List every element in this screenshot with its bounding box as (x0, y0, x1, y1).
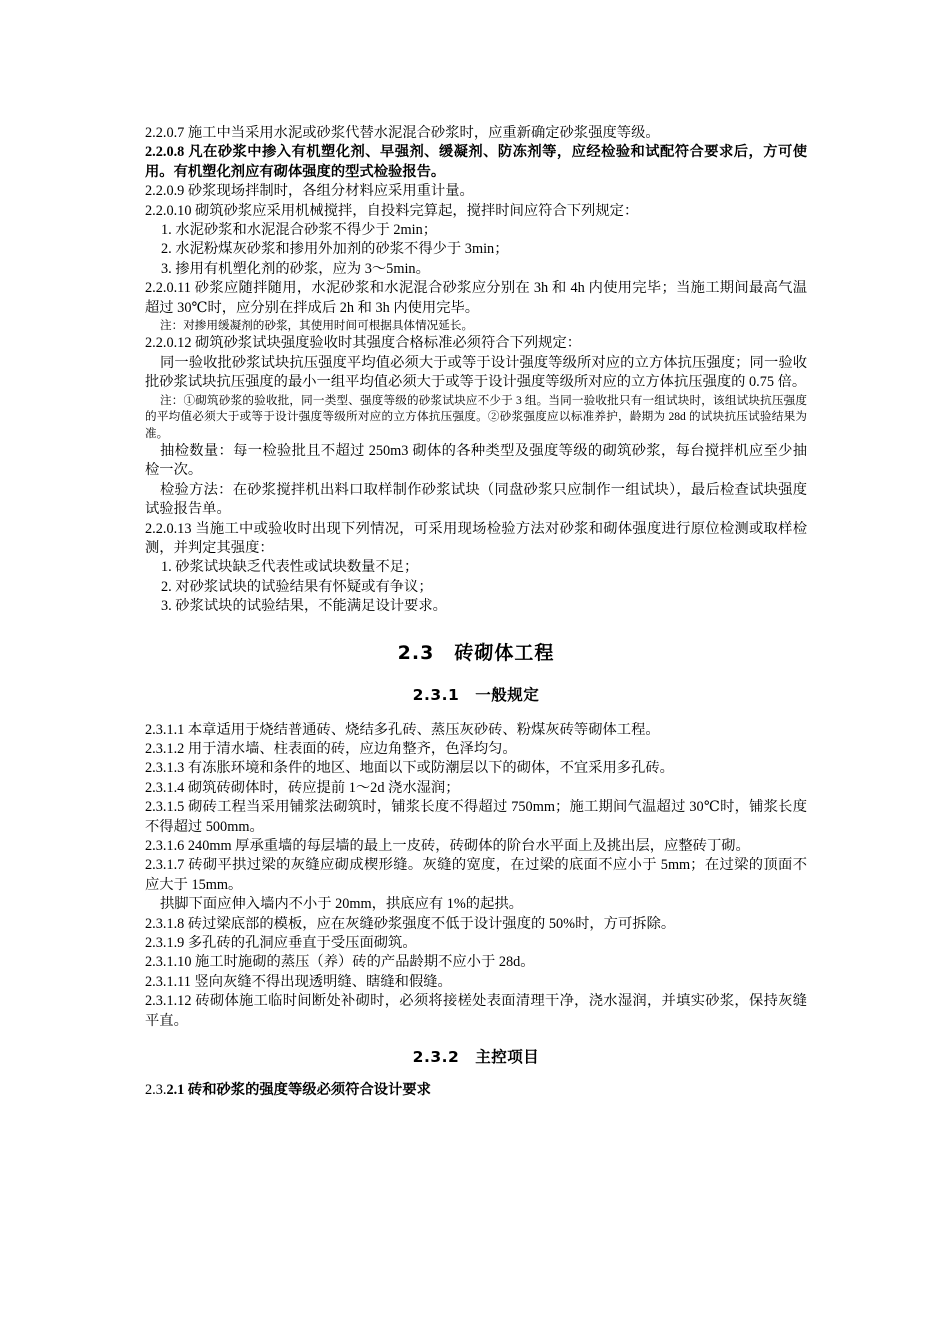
section-heading-2-3: 2.3 砖砌体工程 (397, 641, 555, 664)
document-page (145, 124, 807, 1100)
list-item: 2. 对砂浆试块的试验结果有怀疑或有争议； (161, 578, 433, 595)
clause-2316: 2.3.1.6 240mm 厚承重墙的每层墙的最上一皮砖，砖砌体的阶台水平面上及挑出层，应整砖丁砌。 (145, 838, 750, 854)
note-22012: 注：①砌筑砂浆的验收批，同一类型、强度等级的砂浆试块应不少于 3 组。当同一验收批只有一组试块时，该组试块抗压强度的平均值必须大于或等于设计强度等级所对应的立方体抗压强度。②砂浆强度应以标准养护，龄期为 28d 的试块抗压试验结果为准。 (145, 393, 807, 440)
clause-2311: 2.3.1.1 本章适用于烧结普通砖、烧结多孔砖、蒸压灰砂砖、粉煤灰砖等砌体工程。 (145, 721, 660, 738)
clause-22012: 2.2.0.12 砌筑砂浆试块强度验收时其强度合格标准必须符合下列规定： (145, 335, 582, 352)
section-heading-2-3-1: 2.3.1 一般规定 (412, 685, 540, 704)
clause-2321-prefix: 2.3. (145, 1082, 167, 1099)
clause-2317: 2.3.1.7 砖砌平拱过梁的灰缝应砌成楔形缝。灰缝的宽度，在过梁的底面不应小于 5mm；在过梁的顶面不应大于 15mm。 (145, 857, 807, 893)
list-item: 3. 掺用有机塑化剂的砂浆，应为 3～5min。 (161, 260, 430, 277)
clause-2321-text: 2.1 砖和砂浆的强度等级必须符合设计要求 (166, 1082, 431, 1099)
section-heading-2-3-2: 2.3.2 主控项目 (412, 1048, 540, 1067)
list-item: 1. 砂浆试块缺乏代表性或试块数量不足； (161, 559, 419, 576)
clause-23110: 2.3.1.10 施工时施砌的蒸压（养）砖的产品龄期不应小于 28d。 (145, 954, 535, 971)
list-item: 1. 水泥砂浆和水泥混合砂浆不得少于 2min； (161, 222, 438, 239)
clause-2313: 2.3.1.3 有冻胀环境和条件的地区、地面以下或防潮层以下的砌体，不宜采用多孔砖。 (145, 760, 674, 777)
clause-23112: 2.3.1.12 砖砌体施工临时间断处补砌时，必须将接槎处表面清理干净，浇水湿润，并填实砂浆，保持灰缝平直。 (145, 993, 807, 1029)
clause-2321 (145, 1081, 807, 1100)
clause-2315: 2.3.1.5 砌砖工程当采用铺浆法砌筑时，铺浆长度不得超过 750mm；施工期间气温超过 30℃时，铺浆长度不得超过 500mm。 (145, 799, 807, 835)
clause-2312: 2.3.1.2 用于清水墙、柱表面的砖，应边角整齐，色泽均匀。 (145, 740, 517, 757)
clause-22013: 2.2.0.13 当施工中或验收时出现下列情况，可采用现场检验方法对砂浆和砌体强度进行原位检测或取样检测，并判定其强度： (145, 520, 807, 556)
clause-2208: 2.2.0.8 凡在砂浆中掺入有机塑化剂、早强剂、缓凝剂、防冻剂等，应经检验和试配符合要求后，方可使用。有机塑化剂应有砌体强度的型式检验报告。 (145, 144, 807, 180)
sampling-quantity: 抽检数量：每一检验批且不超过 250m3 砌体的各种类型及强度等级的砌筑砂浆，每台搅拌机应至少抽检一次。 (145, 442, 807, 479)
clause-2319: 2.3.1.9 多孔砖的孔洞应垂直于受压面砌筑。 (145, 935, 417, 952)
clause-22010: 2.2.0.10 砌筑砂浆应采用机械搅拌，自投料完算起，搅拌时间应符合下列规定： (145, 202, 639, 219)
list-item: 3. 砂浆试块的试验结果，不能满足设计要求。 (161, 598, 447, 615)
clause-2207: 2.2.0.7 施工中当采用水泥或砂浆代替水泥混合砂浆时，应重新确定砂浆强度等级。 (145, 125, 660, 141)
clause-23111: 2.3.1.11 竖向灰缝不得出现透明缝、瞎缝和假缝。 (145, 973, 452, 990)
clause-2314: 2.3.1.4 砌筑砖砌体时，砖应提前 1～2d 浇水湿润； (145, 779, 460, 796)
clause-22011: 2.2.0.11 砂浆应随拌随用，水泥砂浆和水泥混合砂浆应分别在 3h 和 4h 内使用完毕；当施工期间最高气温超过 30℃时，应分别在拌成后 2h 和 3h 内使用完毕。 (145, 280, 807, 316)
arch-note: 拱脚下面应伸入墙内不小于 20mm，拱底应有 1%的起拱。 (160, 896, 523, 913)
note-22011: 注：对掺用缓凝剂的砂浆，其使用时间可根据具体情况延长。 (160, 319, 474, 333)
list-item: 2. 水泥粉煤灰砂浆和掺用外加剂的砂浆不得少于 3min； (161, 241, 509, 258)
clause-22012-body: 同一验收批砂浆试块抗压强度平均值必须大于或等于设计强度等级所对应的立方体抗压强度；同一验收批砂浆试块抗压强度的最小一组平均值必须大于或等于设计强度等级所对应的立方体抗压强度的 0.75 倍。 (145, 354, 807, 391)
inspection-method: 检验方法：在砂浆搅拌机出料口取样制作砂浆试块（同盘砂浆只应制作一组试块），最后检查试块强度试验报告单。 (145, 481, 807, 518)
clause-2318: 2.3.1.8 砖过梁底部的模板，应在灰缝砂浆强度不低于设计强度的 50%时，方可拆除。 (145, 915, 676, 932)
clause-2209: 2.2.0.9 砂浆现场拌制时，各组分材料应采用重计量。 (145, 183, 474, 200)
